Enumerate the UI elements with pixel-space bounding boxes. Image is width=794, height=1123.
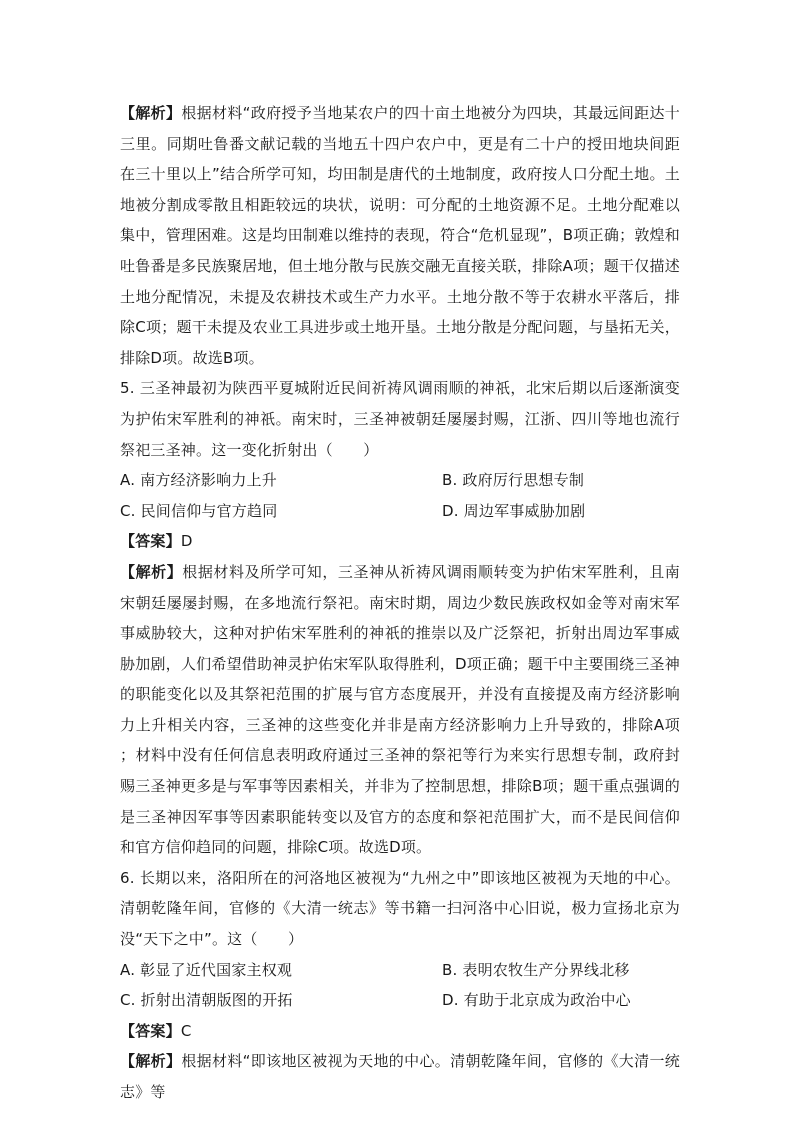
question-stem [120,863,680,955]
option-d: D. 周边军事威胁加剧 [442,501,586,520]
answer-text: D [180,532,193,551]
analysis-tag: 【解析】 [120,562,183,581]
option-b: B. 政府厉行思想专制 [442,471,585,490]
document-body [120,98,680,1108]
analysis-text: 根据材料“即该地区被视为天地的中心。清朝乾隆年间，官修的《大清一统志》等 [120,1052,680,1101]
question-text: 5. 三圣神最初为陕西平夏城附近民间祈祷风调雨顺的神祇，北宋后期以后逐渐演变为护佑宋军胜利的神祇。南宋时，三圣神被朝廷屡屡封赐，江浙、四川等地也流行祭祀三圣神。这一变化折射出（ ） [120,379,680,459]
analysis-paragraph [120,1046,680,1107]
option-list [120,465,680,526]
question-stem [120,373,680,465]
option-d: D. 有助于北京成为政治中心 [442,991,631,1010]
option-a: A. 彰显了近代国家主权观 [120,960,293,979]
answer-tag: 【答案】 [120,532,181,551]
analysis-tag: 【解析】 [120,104,182,122]
option-list [120,955,680,1016]
option-c: C. 民间信仰与官方趋同 [120,501,278,520]
answer-line [120,526,680,557]
analysis-paragraph [120,98,680,373]
option-b: B. 表明农牧生产分界线北移 [442,960,630,979]
analysis-paragraph [120,557,680,863]
answer-line [120,1016,680,1047]
answer-tag: 【答案】 [120,1021,181,1040]
question-text: 6. 长期以来，洛阳所在的河洛地区被视为“九州之中”即该地区被视为天地的中心。清朝乾隆年间，官修的《大清一统志》等书籍一扫河洛中心旧说，极力宣扬北京为没“天下之中”。这（ ） [120,868,680,949]
analysis-text: 根据材料及所学可知，三圣神从祈祷风调雨顺转变为护佑宋军胜利，且南宋朝廷屡屡封赐，在多地流行祭祀。南宋时期，周边少数民族政权如金等对南宋军事威胁较大，这种对护佑宋军胜利的神祇的推崇以及广泛祭祀，折射出周边军事威胁加剧，人们希望借助神灵护佑宋军队取得胜利，D项正确；题干中主要围绕三圣神的职能变化以及其祭祀范围的扩展与官方态度展开，并没有直接提及南方经济影响力上升相关内容，三圣神的这些变化并非是南方经济影响力上升导致的，排除A项 ；材料中没有任何信息表明政府通过三圣神的祭祀等行为来实行思想专制，政府封赐三圣神更多是与军事等因素相关，并非为了控制思想，排除B项；题干重点强调的是三圣神因军事等因素职能转变以及官方的态度和祭祀范围扩大，而不是民间信仰和官方信仰趋同的问题，排除C项。故选D项。 [120,562,680,857]
analysis-tag: 【解析】 [120,1052,182,1071]
option-c: C. 折射出清朝版图的开拓 [120,991,293,1010]
analysis-text: 根据材料“政府授予当地某农户的四十亩土地被分为四块，其最远间距达十三里。同期吐鲁番文献记载的当地五十四户农户中，更是有二十户的授田地块间距在三十里以上”结合所学可知，均田制是唐代的土地制度，政府按人口分配土地。土地被分割成零散且相距较远的块状，说明：可分配的土地资源不足。土地分配难以集中，管理困难。这是均田制难以维持的表现，符合“危机显现”，B项正确；敦煌和吐鲁番是多民族聚居地，但土地分散与民族交融无直接关联，排除A项；题干仅描述土地分配情况，未提及农耕技术或生产力水平。土地分散不等于农耕水平落后，排除C项；题干未提及农业工具进步或土地开垦。土地分散是分配问题，与垦拓无关，排除D项。故选B项。 [120,104,680,367]
answer-text: C [180,1021,192,1040]
option-a: A. 南方经济影响力上升 [120,471,277,490]
